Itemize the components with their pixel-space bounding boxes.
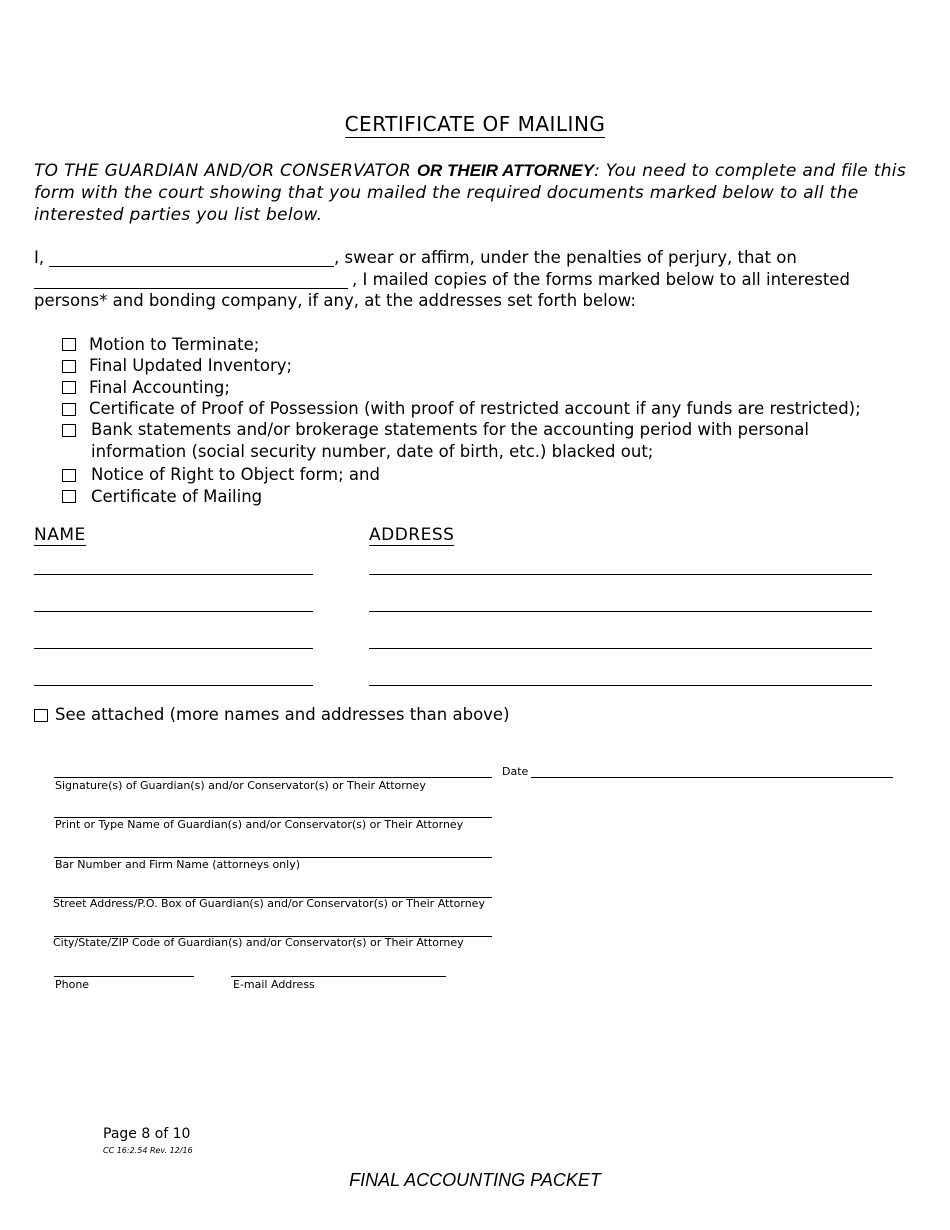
name-line-1[interactable] <box>34 574 313 575</box>
name-header-text: NAME <box>34 525 86 545</box>
street-address-label: Street Address/P.O. Box of Guardian(s) and/or Conservator(s) or Their Attorney <box>53 897 485 910</box>
page-number: Page 8 of 10 <box>103 1126 191 1142</box>
form-code: CC 16:2.54 Rev. 12/16 <box>103 1146 193 1155</box>
address-line-1[interactable] <box>369 574 872 575</box>
doc-label-bank-statements: Bank statements and/or brokerage statements for the accounting period with personal <box>91 420 809 439</box>
email-label: E-mail Address <box>233 978 315 991</box>
doc-label-final-accounting: Final Accounting; <box>89 378 230 397</box>
doc-label-final-updated-inventory: Final Updated Inventory; <box>89 356 293 375</box>
page-title <box>0 112 950 136</box>
name-header <box>34 525 86 545</box>
address-line-3[interactable] <box>369 648 872 649</box>
name-line-3[interactable] <box>34 648 313 649</box>
checkbox-motion-to-terminate[interactable] <box>62 338 76 351</box>
print-name-label: Print or Type Name of Guardian(s) and/or Conservator(s) or Their Attorney <box>55 818 464 831</box>
doc-label-motion-to-terminate: Motion to Terminate; <box>89 335 260 354</box>
instructions-bold: OR THEIR ATTORNEY <box>416 161 595 180</box>
statement-mailed: , I mailed copies of the forms marked below to all interested <box>352 270 850 289</box>
address-header <box>369 525 454 545</box>
statement-i: I, <box>34 248 45 267</box>
checkbox-notice-right-to-object[interactable] <box>62 469 76 482</box>
address-line-4[interactable] <box>369 685 872 686</box>
statement-persons: persons* and bonding company, if any, at the addresses set forth below: <box>34 291 636 310</box>
checkbox-final-accounting[interactable] <box>62 381 76 394</box>
address-header-text: ADDRESS <box>369 525 455 545</box>
title-text: CERTIFICATE OF MAILING <box>344 112 606 136</box>
doc-label-bank-statements-line2: information (social security number, date of birth, etc.) blacked out; <box>91 442 654 461</box>
instructions-lead: TO THE GUARDIAN AND/OR CONSERVATOR <box>34 161 417 181</box>
checkbox-final-updated-inventory[interactable] <box>62 360 76 373</box>
email-line[interactable] <box>231 976 446 977</box>
see-attached-label: See attached (more names and addresses than above) <box>55 705 510 724</box>
statement-swear: , swear or affirm, under the penalties of perjury, that on <box>334 248 797 267</box>
signature-line[interactable] <box>54 777 492 778</box>
instructions-rest: : You need to complete and file this form with the court showing that you mailed the required documents marked below to all the interested parties you list below. <box>34 161 906 225</box>
doc-label-certificate-of-mailing: Certificate of Mailing <box>91 487 263 506</box>
checkbox-see-attached[interactable] <box>34 709 48 722</box>
bar-number-label: Bar Number and Firm Name (attorneys only) <box>55 858 301 871</box>
date-fill-field[interactable] <box>34 270 348 289</box>
city-state-zip-label: City/State/ZIP Code of Guardian(s) and/or Conservator(s) or Their Attorney <box>53 936 464 949</box>
checkbox-certificate-proof-possession[interactable] <box>62 403 76 416</box>
checkbox-certificate-of-mailing[interactable] <box>62 490 76 503</box>
address-line-2[interactable] <box>369 611 872 612</box>
date-label: Date <box>502 765 529 778</box>
checkbox-bank-statements[interactable] <box>62 424 76 437</box>
phone-label: Phone <box>55 978 90 991</box>
name-fill-field[interactable] <box>49 248 334 267</box>
doc-label-notice-right-to-object: Notice of Right to Object form; and <box>91 465 380 484</box>
footer-title: FINAL ACCOUNTING PACKET <box>349 1170 601 1190</box>
instructions <box>34 160 914 226</box>
signature-label: Signature(s) of Guardian(s) and/or Conservator(s) or Their Attorney <box>55 779 426 792</box>
phone-line[interactable] <box>54 976 194 977</box>
name-line-2[interactable] <box>34 611 313 612</box>
signature-date-line[interactable] <box>531 777 893 778</box>
doc-label-certificate-proof-possession: Certificate of Proof of Possession (with proof of restricted account if any funds are restricted); <box>89 399 861 418</box>
name-line-4[interactable] <box>34 685 313 686</box>
